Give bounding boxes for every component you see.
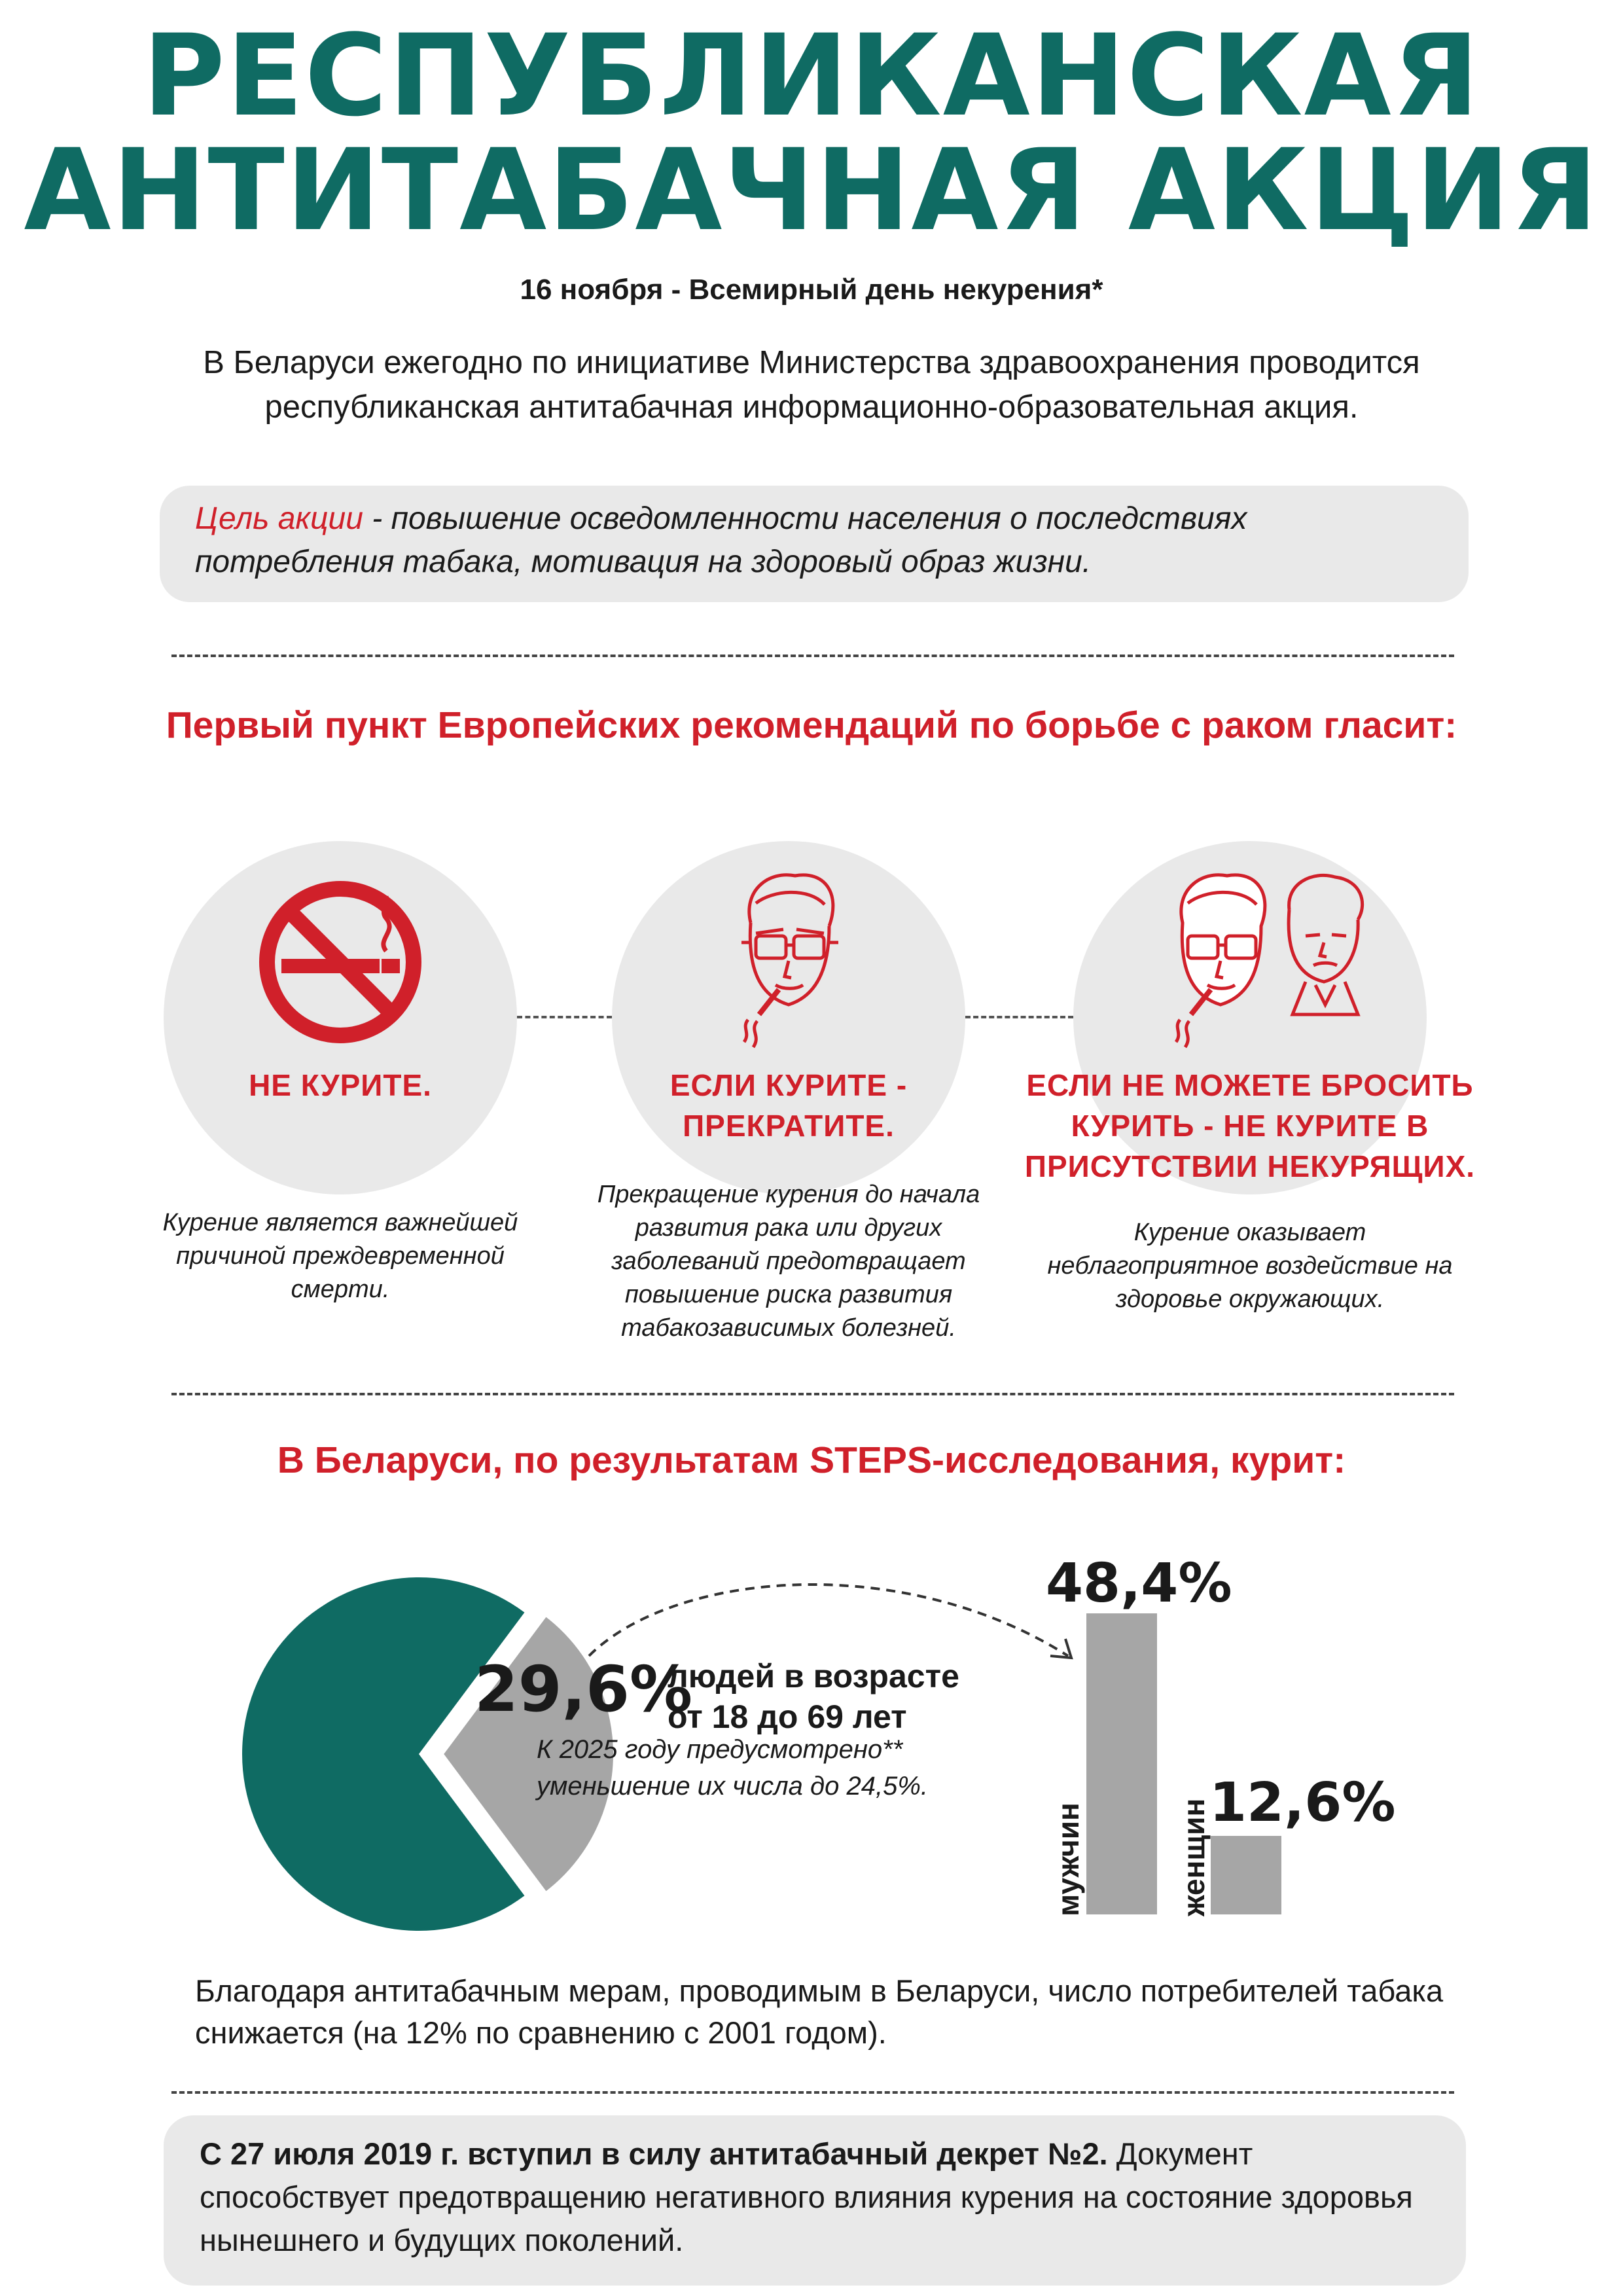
recommendation-title-1: НЕ КУРИТЕ. [249,1068,432,1102]
intro-text: В Беларуси ежегодно по инициативе Министерства здравоохранения проводится республиканская антитабачная информационно-образовательная акция. [203,345,1420,425]
steps-heading: В Беларуси, по результатам STEPS-исследования, курит: [277,1439,1346,1481]
connector-line [517,1016,612,1018]
women-value: 12,6% [1209,1772,1396,1834]
pie-label: людей в возрасте от 18 до 69 лет [668,1658,959,1735]
bottom-note: Благодаря антитабачным мерам, проводимым в Беларуси, число потребителей табака снижается (на 12% по сравнению с 2001 годом). [195,1973,1444,2050]
men-value: 48,4% [1046,1552,1232,1615]
decree-body: Документ способствует предотвращению негативного влияния курения на состояние здоровья нынешнего и будущих поколений. [200,2136,1413,2257]
recommendation-desc-3: Курение оказывает неблагоприятное воздействие на здоровье окружающих. [1047,1219,1453,1313]
goal-label: Цель акции [195,501,363,536]
recommendations-heading: Первый пункт Европейских рекомендаций по борьбе с раком гласит: [166,704,1457,746]
recommendation-desc-1: Курение является важнейшей причиной преждевременной смерти. [162,1209,518,1303]
women-label: женщин [1177,1798,1211,1916]
smoking-man-icon [710,864,867,1054]
recommendation-title-2: ЕСЛИ КУРИТЕ - ПРЕКРАТИТЕ. [669,1068,908,1143]
no-smoking-icon [252,867,429,1044]
pie-note: К 2025 году предусмотрено** уменьшение их числа до 24,5%. [537,1735,929,1801]
passive-smoking-icon [1149,864,1397,1060]
divider [171,655,1454,657]
divider [171,2091,1454,2094]
pie-percent: 29,6% [474,1653,693,1726]
decree-bold: С 27 июля 2019 г. вступил в силу антитабачный декрет №2. [200,2136,1108,2171]
connector-line [965,1016,1073,1018]
recommendation-title-3: ЕСЛИ НЕ МОЖЕТЕ БРОСИТЬ КУРИТЬ - НЕ КУРИТЕ В ПРИСУТСТВИИ НЕКУРЯЩИХ. [1024,1068,1476,1183]
men-label: мужчин [1051,1803,1085,1916]
goal-text [195,497,1452,584]
recommendation-desc-2: Прекращение курения до начала развития рака или других заболеваний предотвращает повышение риска развития табакозависимых болезней. [597,1181,980,1342]
bar-men [1086,1613,1157,1914]
title-line-2: АНТИТАБАЧНАЯ АКЦИЯ [24,124,1599,256]
bar-women [1211,1836,1281,1914]
decree-text [200,2132,1443,2262]
subtitle: 16 ноября - Всемирный день некурения* [520,274,1103,306]
divider [171,1393,1454,1395]
goal-body: - повышение осведомленности населения о последствиях потребления табака, мотивация на здоровый образ жизни. [195,501,1247,579]
title-line-1: РЕСПУБЛИКАНСКАЯ [142,10,1481,141]
